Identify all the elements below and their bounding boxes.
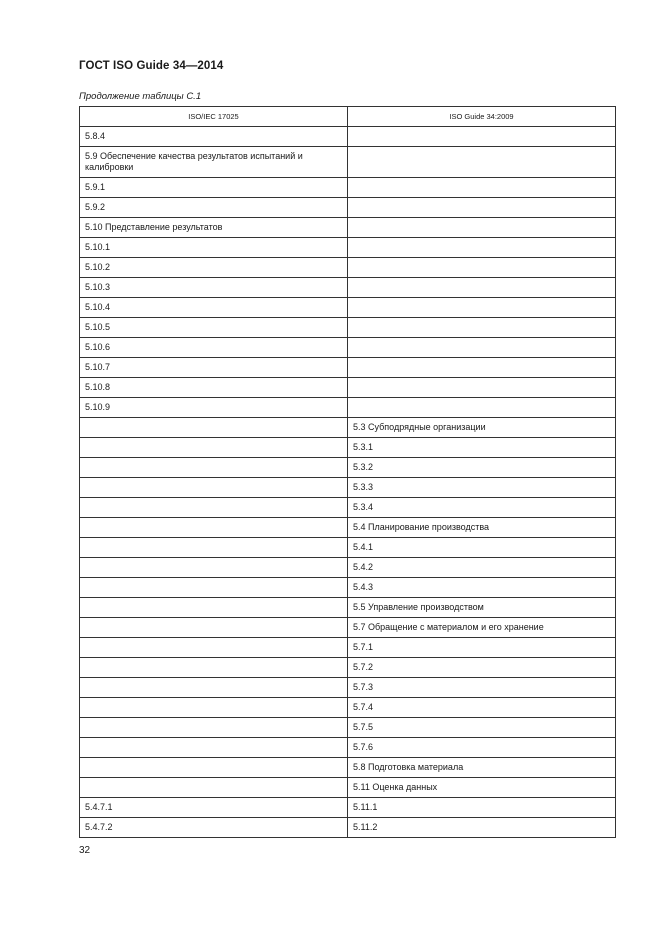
cell-iso-iec-17025: 5.4.7.1 [80, 798, 348, 818]
table-row [80, 398, 616, 418]
cell-iso-iec-17025 [80, 558, 348, 578]
table-row [80, 778, 616, 798]
table-row [80, 678, 616, 698]
cell-iso-iec-17025: 5.9.2 [80, 198, 348, 218]
cell-iso-guide-34 [348, 198, 616, 218]
cell-iso-iec-17025: 5.4.7.2 [80, 818, 348, 838]
cell-iso-iec-17025: 5.10 Представление результатов [80, 218, 348, 238]
cell-iso-guide-34: 5.3.1 [348, 438, 616, 458]
cell-iso-iec-17025 [80, 758, 348, 778]
cell-iso-guide-34: 5.4.3 [348, 578, 616, 598]
cell-iso-iec-17025: 5.10.8 [80, 378, 348, 398]
cell-iso-iec-17025: 5.9.1 [80, 178, 348, 198]
cell-iso-iec-17025 [80, 778, 348, 798]
cell-iso-iec-17025: 5.8.4 [80, 127, 348, 147]
column-header-iso-guide-34: ISO Guide 34:2009 [348, 107, 616, 127]
cell-iso-iec-17025 [80, 738, 348, 758]
cell-iso-guide-34: 5.7.3 [348, 678, 616, 698]
table-row [80, 638, 616, 658]
cell-iso-guide-34 [348, 278, 616, 298]
cell-iso-iec-17025 [80, 638, 348, 658]
table-row [80, 598, 616, 618]
cell-iso-guide-34 [348, 338, 616, 358]
cell-iso-guide-34 [348, 218, 616, 238]
table-row [80, 658, 616, 678]
cell-iso-guide-34: 5.4 Планирование производства [348, 518, 616, 538]
cell-iso-iec-17025 [80, 498, 348, 518]
table-row [80, 578, 616, 598]
cell-iso-guide-34 [348, 298, 616, 318]
cell-iso-guide-34 [348, 147, 616, 178]
cell-iso-guide-34 [348, 127, 616, 147]
cell-iso-iec-17025 [80, 578, 348, 598]
cell-iso-guide-34: 5.7 Обращение с материалом и его хранение [348, 618, 616, 638]
cell-iso-guide-34: 5.4.1 [348, 538, 616, 558]
table-row [80, 178, 616, 198]
table-body [80, 127, 616, 838]
comparison-table [79, 106, 616, 838]
cell-iso-guide-34: 5.7.1 [348, 638, 616, 658]
table-row [80, 258, 616, 278]
table-row [80, 698, 616, 718]
cell-iso-guide-34: 5.3.4 [348, 498, 616, 518]
table-row [80, 478, 616, 498]
cell-iso-iec-17025: 5.9 Обеспечение качества результатов испытаний и калибровки [80, 147, 348, 178]
table-row [80, 758, 616, 778]
cell-iso-guide-34: 5.5 Управление производством [348, 598, 616, 618]
cell-iso-guide-34: 5.7.2 [348, 658, 616, 678]
table-row [80, 798, 616, 818]
table-row [80, 238, 616, 258]
table-row [80, 458, 616, 478]
cell-iso-guide-34: 5.3.3 [348, 478, 616, 498]
cell-iso-iec-17025 [80, 438, 348, 458]
cell-iso-iec-17025 [80, 718, 348, 738]
table-row [80, 618, 616, 638]
cell-iso-guide-34 [348, 318, 616, 338]
cell-iso-iec-17025 [80, 618, 348, 638]
table-row [80, 438, 616, 458]
cell-iso-guide-34: 5.11.2 [348, 818, 616, 838]
table-row [80, 558, 616, 578]
cell-iso-guide-34 [348, 178, 616, 198]
cell-iso-guide-34: 5.3.2 [348, 458, 616, 478]
cell-iso-iec-17025 [80, 418, 348, 438]
cell-iso-iec-17025: 5.10.6 [80, 338, 348, 358]
table-caption: Продолжение таблицы С.1 [79, 91, 202, 102]
cell-iso-iec-17025 [80, 458, 348, 478]
cell-iso-iec-17025: 5.10.3 [80, 278, 348, 298]
table-row [80, 338, 616, 358]
table-row [80, 127, 616, 147]
table-row [80, 718, 616, 738]
cell-iso-guide-34: 5.3 Субподрядные организации [348, 418, 616, 438]
cell-iso-iec-17025: 5.10.7 [80, 358, 348, 378]
cell-iso-iec-17025 [80, 538, 348, 558]
cell-iso-guide-34 [348, 378, 616, 398]
table-row [80, 418, 616, 438]
cell-iso-iec-17025 [80, 518, 348, 538]
table-header-row [80, 107, 616, 127]
table-row [80, 278, 616, 298]
table-row [80, 358, 616, 378]
table-row [80, 378, 616, 398]
table-row [80, 818, 616, 838]
page-number: 32 [79, 845, 91, 856]
cell-iso-iec-17025 [80, 478, 348, 498]
table-row [80, 498, 616, 518]
cell-iso-guide-34: 5.7.6 [348, 738, 616, 758]
table-row [80, 298, 616, 318]
cell-iso-guide-34: 5.7.4 [348, 698, 616, 718]
cell-iso-guide-34: 5.4.2 [348, 558, 616, 578]
column-header-iso-iec-17025: ISO/IEC 17025 [80, 107, 348, 127]
document-header: ГОСТ ISO Guide 34—2014 [79, 60, 224, 72]
cell-iso-iec-17025: 5.10.4 [80, 298, 348, 318]
cell-iso-guide-34 [348, 238, 616, 258]
cell-iso-iec-17025 [80, 698, 348, 718]
table-row [80, 218, 616, 238]
cell-iso-guide-34 [348, 398, 616, 418]
cell-iso-iec-17025: 5.10.1 [80, 238, 348, 258]
table-row [80, 147, 616, 178]
cell-iso-guide-34: 5.8 Подготовка материала [348, 758, 616, 778]
cell-iso-iec-17025 [80, 658, 348, 678]
table-row [80, 738, 616, 758]
table-row [80, 538, 616, 558]
table-row [80, 518, 616, 538]
cell-iso-iec-17025 [80, 678, 348, 698]
cell-iso-iec-17025: 5.10.2 [80, 258, 348, 278]
table-row [80, 318, 616, 338]
cell-iso-guide-34: 5.7.5 [348, 718, 616, 738]
cell-iso-guide-34: 5.11 Оценка данных [348, 778, 616, 798]
cell-iso-iec-17025: 5.10.5 [80, 318, 348, 338]
table-row [80, 198, 616, 218]
cell-iso-guide-34 [348, 358, 616, 378]
cell-iso-guide-34: 5.11.1 [348, 798, 616, 818]
cell-iso-iec-17025 [80, 598, 348, 618]
cell-iso-iec-17025: 5.10.9 [80, 398, 348, 418]
cell-iso-guide-34 [348, 258, 616, 278]
